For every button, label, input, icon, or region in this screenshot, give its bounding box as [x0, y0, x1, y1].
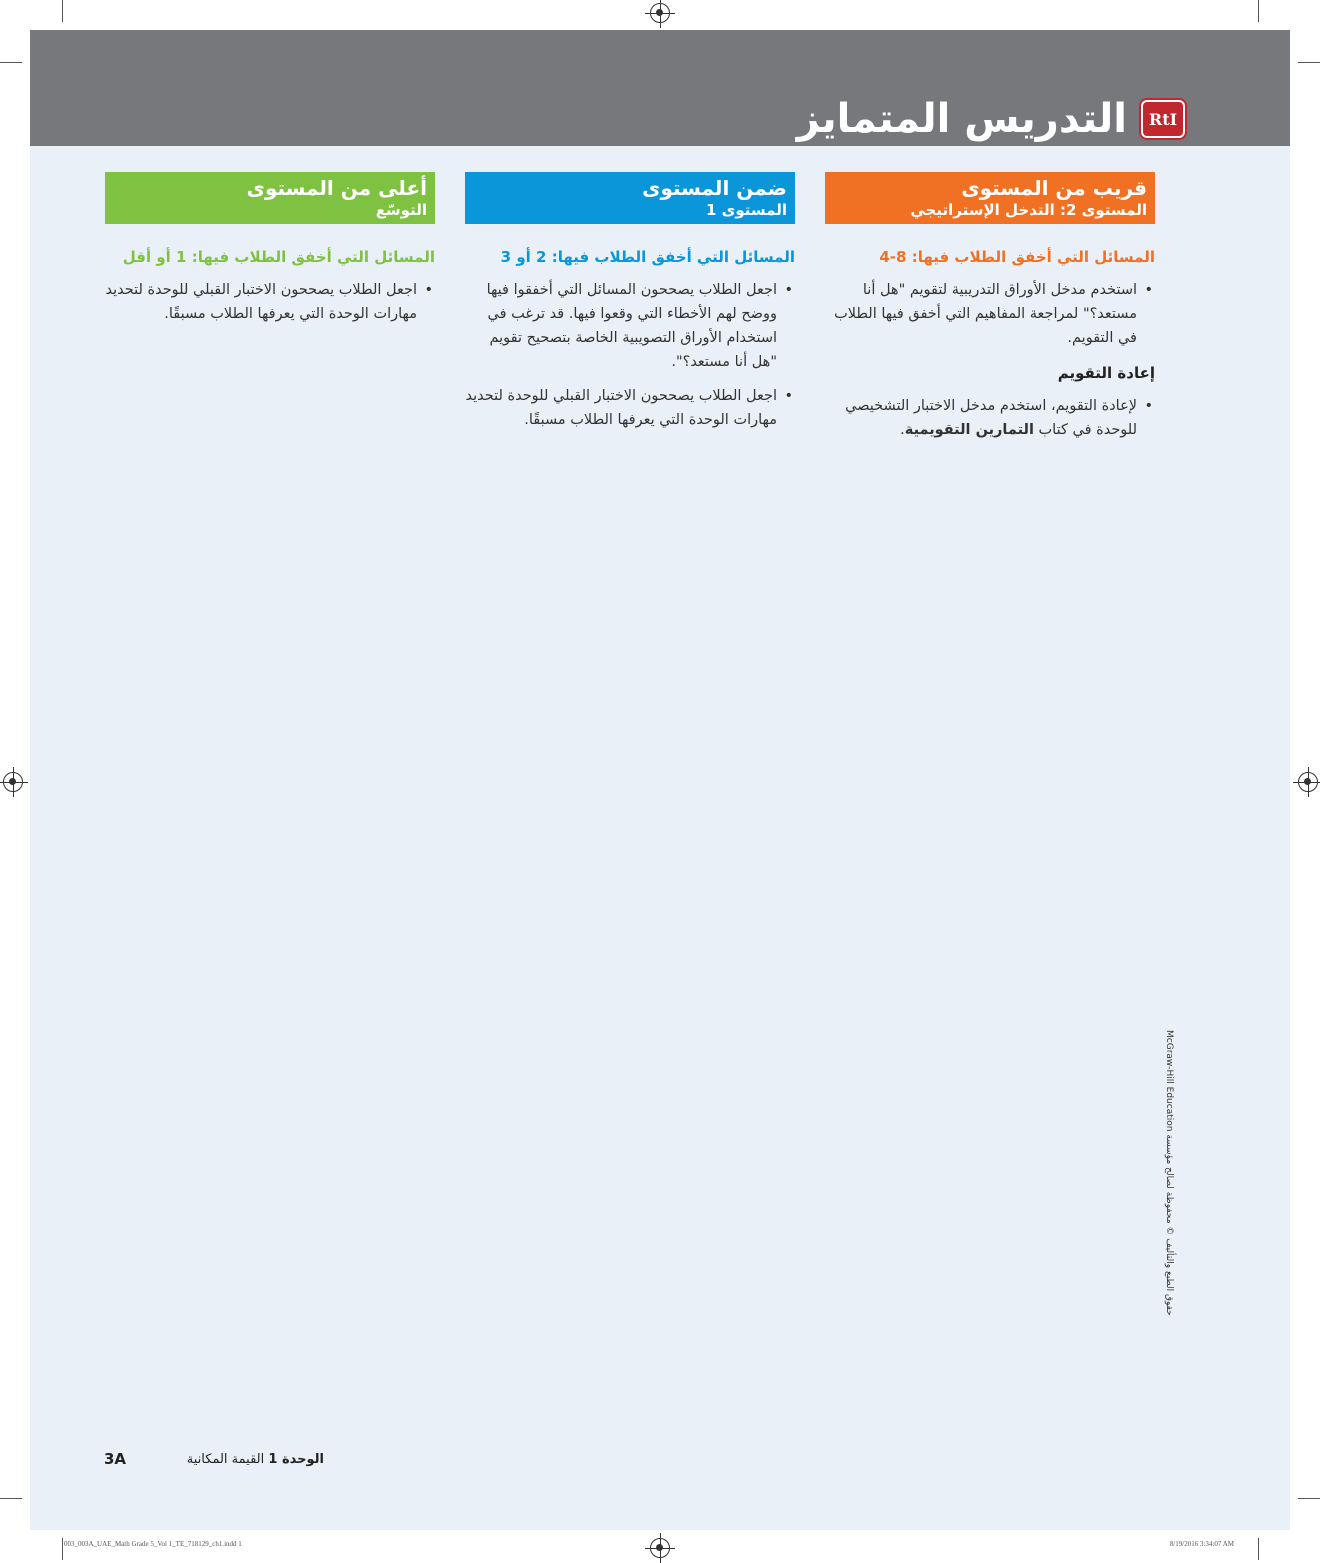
copyright-text: حقوق الطبع والتأليف © محفوظة لصالح مؤسسة McGraw-Hill Education: [1164, 1030, 1174, 1316]
column-on-level: [465, 172, 795, 442]
crop-mark: [1258, 0, 1259, 22]
unit-label: الوحدة 1: [268, 1451, 324, 1467]
list-item-end: .: [900, 422, 905, 438]
book-title: التمارين التقويمية: [904, 422, 1034, 438]
crop-mark: [0, 62, 22, 63]
print-slug-date: 8/19/2016 3:34:07 AM: [1169, 1540, 1234, 1548]
unit-title: القيمة المكانية: [186, 1451, 265, 1467]
column-title: أعلى من المستوى: [246, 176, 427, 200]
list-item-text: لإعادة التقويم، استخدم مدخل الاختبار التشخيصي للوحدة في كتاب: [845, 398, 1137, 438]
bullet-list: [105, 278, 435, 326]
list-item: • اجعل الطلاب يصححون المسائل التي أخفقوا فيها ووضح لهم الأخطاء التي وقعوا فيها. قد ترغب في استخدام الأوراق التصويبية الخاصة بتصحيح تقويم "هل أنا مستعد؟".: [465, 278, 795, 374]
crop-mark: [62, 1538, 63, 1560]
crop-mark: [0, 1498, 22, 1499]
print-slug-file: 003_003A_UAE_Math Grade 5_Vol 1_TE_718129_ch1.indd 1: [64, 1540, 242, 1548]
problems-missed-heading: المسائل التي أخفق الطلاب فيها: 2 أو 3: [500, 248, 795, 266]
column-header: [105, 172, 435, 224]
copyright-credit: [1160, 1030, 1176, 1316]
crop-mark: [62, 0, 63, 22]
column-beyond-level: [105, 172, 435, 336]
list-item: • اجعل الطلاب يصححون الاختبار القبلي للوحدة لتحديد مهارات الوحدة التي يعرفها الطلاب مسبقًا.: [465, 384, 795, 432]
column-title: قريب من المستوى: [961, 176, 1147, 200]
list-item: • استخدم مدخل الأوراق التدريبية لتقويم "هل أنا مستعد؟" لمراجعة المفاهيم التي أخفق فيها الطلاب في التقويم.: [825, 278, 1155, 350]
page-footer: [104, 1450, 324, 1468]
page-title: التدريس المتمايز: [796, 96, 1127, 142]
list-item: • اجعل الطلاب يصححون الاختبار القبلي للوحدة لتحديد مهارات الوحدة التي يعرفها الطلاب مسبقًا.: [105, 278, 435, 326]
column-subtitle: التوسّع: [375, 201, 427, 219]
crop-mark: [1298, 1498, 1320, 1499]
bullet-list: [465, 278, 795, 432]
page-header: [797, 96, 1185, 142]
bullet-list: [825, 278, 1155, 350]
crop-mark: [1298, 62, 1320, 63]
footer-unit: [187, 1452, 324, 1467]
column-subtitle: المستوى 1: [705, 201, 787, 219]
column-header: [465, 172, 795, 224]
problems-missed-heading: المسائل التي أخفق الطلاب فيها: 1 أو أقل: [122, 248, 435, 266]
bullet-list: [825, 394, 1155, 442]
registration-mark-icon: [650, 1538, 670, 1558]
column-approaching-level: [825, 172, 1155, 452]
column-subtitle: المستوى 2: التدخل الإستراتيجي: [910, 201, 1147, 219]
column-header: [825, 172, 1155, 224]
rti-badge-icon: RtI: [1141, 100, 1185, 138]
registration-mark-icon: [1298, 772, 1318, 792]
page-number: 3A: [104, 1450, 127, 1468]
crop-mark: [1258, 1538, 1259, 1560]
registration-mark-icon: [3, 772, 23, 792]
list-item: [825, 394, 1155, 442]
column-title: ضمن المستوى: [642, 176, 787, 200]
problems-missed-heading: المسائل التي أخفق الطلاب فيها: 8-4: [879, 248, 1155, 266]
registration-mark-icon: [650, 3, 670, 23]
reassess-heading: إعادة التقويم: [1057, 364, 1155, 382]
